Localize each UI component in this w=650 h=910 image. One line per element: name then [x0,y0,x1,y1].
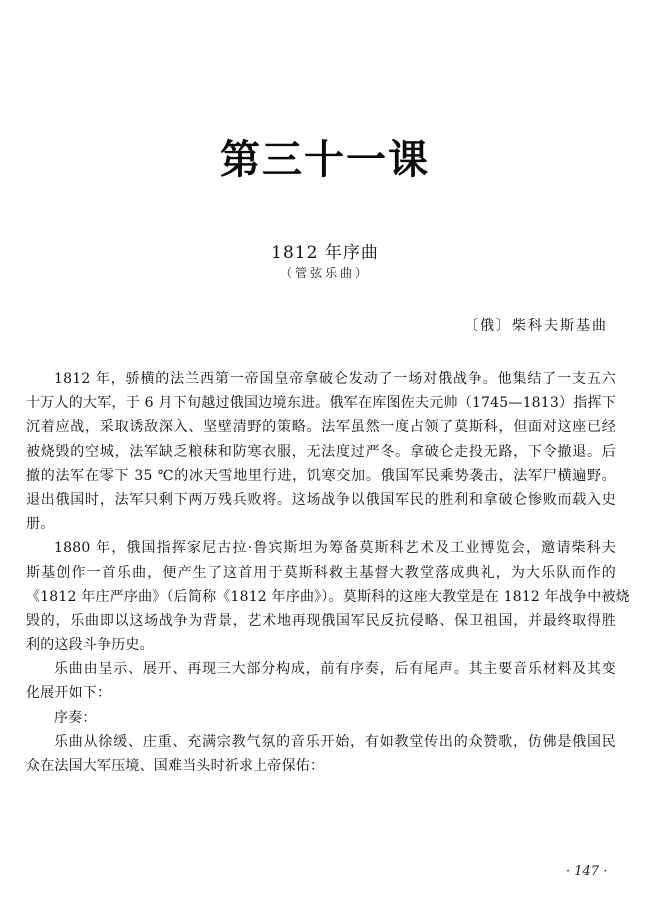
text-line: 斯基创作一首乐曲，便产生了这首用于莫斯科救主基督大教堂落成典礼，为大乐队而作的 [26,564,616,581]
text-line: 乐曲从徐缓、庄重、充满宗教气氛的音乐开始，有如教堂传出的众赞歌，仿佛是俄国民 [54,733,616,750]
text-line: 册。 [26,516,55,533]
paragraph-structure [26,657,616,705]
text-line: 众在法国大军压境、国难当头时祈求上帝保佑： [26,758,325,774]
paragraph-introduction [26,730,616,778]
paragraph-history [26,367,616,536]
body-text [26,367,630,778]
text-line: 化展开如下： [26,685,112,702]
piece-subtitle: （管弦乐曲） [279,266,370,280]
paragraph-introduction-heading [26,706,616,730]
text-line: 1880 年，俄国指挥家尼古拉·鲁宾斯坦为筹备莫斯科艺术及工业博览会，邀请柴科夫 [54,540,616,557]
text-line: 序奏： [54,709,97,726]
text-line: 被烧毁的空城，法军缺乏粮秣和防寒衣服，无法度过严冬。拿破仑走投无路，下令撤退。后 [26,443,616,460]
lesson-title: 第三十一课 [220,137,430,183]
text-line: 退出俄国时，法军只剩下两万残兵败将。这场战争以俄国军民的胜利和拿破仑惨败而载入史 [26,491,616,508]
text-line: 1812 年，骄横的法兰西第一帝国皇帝拿破仑发动了一场对俄战争。他集结了一支五六 [54,371,616,387]
piece-title: 1812 年序曲 [271,243,379,263]
text-line: 《1812 年庄严序曲》（后简称《1812 年序曲》）。莫斯科的这座大教堂是在 1812 年战争中被烧 [26,588,630,605]
text-line: 利的这段斗争历史。 [26,637,154,654]
paragraph-composition [26,536,630,657]
text-line: 乐曲由呈示、展开、再现三大部分构成，前有序奏，后有尾声。其主要音乐材料及其变 [54,661,616,678]
composer-credit: 〔俄〕柴科夫斯基曲 [464,318,608,334]
text-line: 毁的，乐曲即以这场战争为背景，艺术地再现俄国军民反抗侵略、保卫祖国，并最终取得胜 [26,612,616,629]
text-line: 十万人的大军，于 6 月下旬越过俄国边境东进。俄军在库图佐夫元帅（1745—1813）指挥下 [26,395,616,412]
text-line: 撤的法军在零下 35 ℃的冰天雪地里行进，饥寒交加。俄国军民乘势袭击，法军尸横遍野。 [26,467,616,484]
text-line: 沉着应战，采取诱敌深入、坚壁清野的策略。法军虽然一度占领了莫斯科，但面对这座已经 [26,419,616,436]
page-number: · 147 · [566,864,608,879]
